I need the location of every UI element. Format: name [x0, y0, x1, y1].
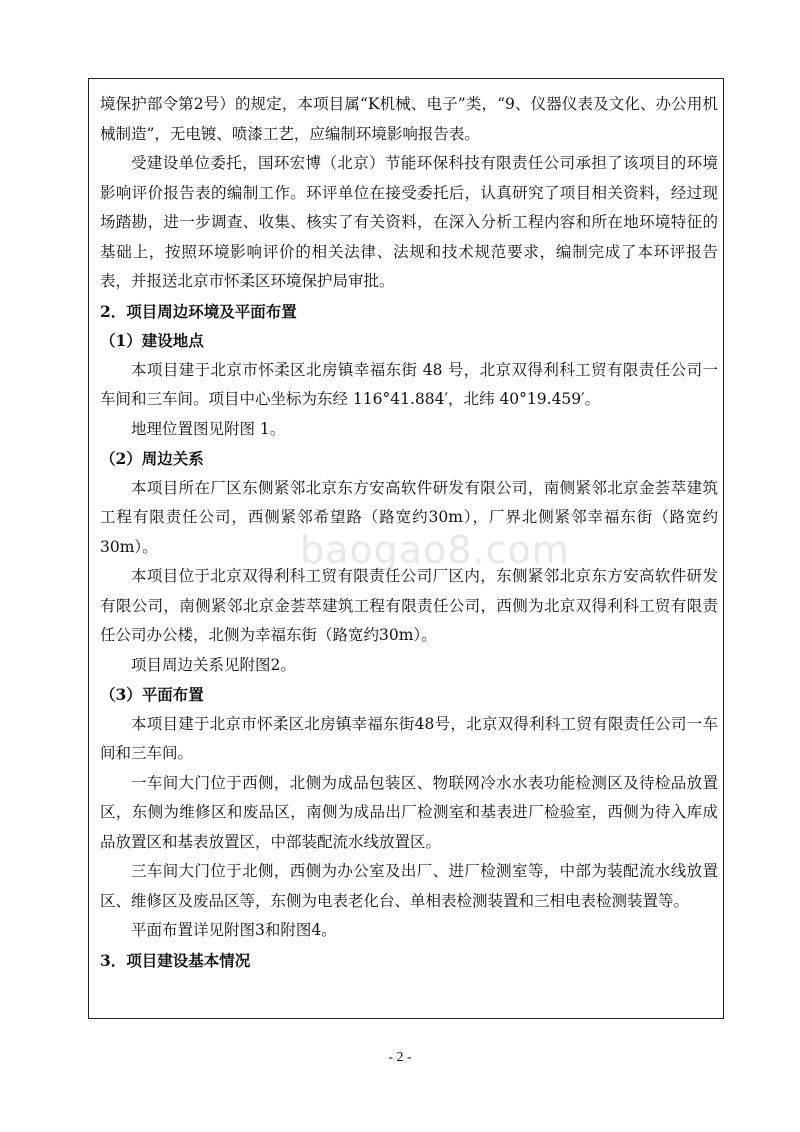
page-number: - 2 - — [388, 1050, 412, 1065]
paragraph-location-figure: 地理位置图见附图 1。 — [131, 419, 286, 438]
paragraph-regulation-continuation: 境保护部令第2号）的规定，本项目属“K机械、电子”类，“9、仪器仪表及文化、办公用机械制造”，无电镀、喷漆工艺，应编制环境影响报告表。 — [100, 95, 718, 143]
paragraph-commission: 受建设单位委托，国环宏博（北京）节能环保科技有限责任公司承担了该项目的环境影响评价报告表的编制工作。环评单位在接受委托后，认真研究了项目相关资料，经过现场踏勘，进一步调查、收集、核实了有关资料，在深入分析工程内容和所在地环境特征的基础上，按照环境影响评价的相关法律、法规和技术规范要求，编制完成了本环评报告表，并报送北京市怀柔区环境保护局审批。 — [100, 154, 718, 290]
paragraph-layout-address: 本项目建于北京市怀柔区北房镇幸福东街48号，北京双得利科工贸有限责任公司一车间和三车间。 — [100, 714, 718, 762]
section-heading-3: 3．项目建设基本情况 — [100, 950, 251, 970]
paragraph-location: 本项目建于北京市怀柔区北房镇幸福东街 48 号，北京双得利科工贸有限责任公司一车间和三车间。项目中心坐标为东经 116°41.884′，北纬 40°19.459′。 — [100, 360, 718, 408]
paragraph-layout-figure: 平面布置详见附图3和附图4。 — [131, 921, 337, 939]
paragraph-workshop-1: 一车间大门位于西侧，北侧为成品包装区、物联网冷水水表功能检测区及待检品放置区，东侧为维修区和废品区，南侧为成品出厂检测室和基表进厂检验室，西侧为待入库成品放置区和基表放置区，中部装配流水线放置区。 — [100, 773, 718, 851]
subheading-layout: （3）平面布置 — [100, 685, 204, 704]
document-body — [100, 90, 718, 975]
paragraph-workshop-3: 三车间大门位于北侧，西侧为办公室及出厂、进厂检测室等，中部为装配流水线放置区、维修区及废品区等，东侧为电表老化台、单相表检测装置和三相电表检测装置等。 — [100, 862, 718, 910]
subheading-location: （1）建设地点 — [100, 331, 204, 350]
paragraph-surroundings-project: 本项目位于北京双得利科工贸有限责任公司厂区内，东侧紧邻北京东方安高软件研发有限公司，南侧紧邻北京金荟萃建筑工程有限责任公司，西侧为北京双得利科工贸有限责任公司办公楼，北侧为幸福东街（路宽约30m）。 — [100, 567, 718, 644]
watermark: baogao8.com — [300, 528, 570, 572]
paragraph-surroundings-figure: 项目周边关系见附图2。 — [131, 655, 296, 674]
paragraph-surroundings-site: 本项目所在厂区东侧紧邻北京东方安高软件研发有限公司，南侧紧邻北京金荟萃建筑工程有限责任公司，西侧紧邻希望路（路宽约30m），厂界北侧紧邻幸福东街（路宽约30m）。 — [100, 478, 718, 556]
section-heading-2: 2．项目周边环境及平面布置 — [100, 301, 297, 321]
subheading-surroundings: （2）周边关系 — [100, 449, 204, 468]
